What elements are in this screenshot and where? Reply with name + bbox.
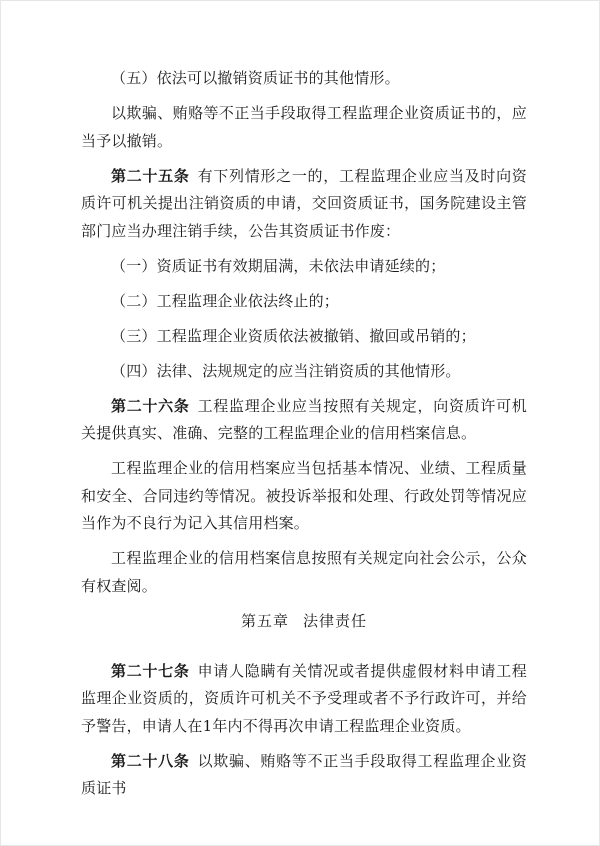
- article-paragraph: [81, 393, 527, 448]
- article-paragraph: [81, 748, 527, 803]
- body-paragraph: （二）工程监理企业依法终止的；: [111, 291, 340, 310]
- article-text: 以欺骗、贿赂等不正当手段取得工程监理企业资质证书: [81, 751, 527, 797]
- article-number: 第二十八条: [111, 751, 190, 770]
- body-paragraph: 工程监理企业的信用档案应当包括基本情况、业绩、工程质量和安全、合同违约等情况。被投诉举报和处理、行政处罚等情况应当作为不良行为记入其信用档案。: [81, 459, 527, 532]
- body-paragraph: （五）依法可以撤销资质证书的其他情形。: [111, 69, 400, 87]
- article-number: 第二十七条: [111, 661, 190, 680]
- article-paragraph: [81, 658, 527, 741]
- article-text: 工程监理企业应当按照有关规定，向资质许可机关提供真实、准确、完整的工程监理企业的信用档案信息。: [81, 396, 527, 442]
- article-text: 有下列情形之一的，工程监理企业应当及时向资质许可机关提出注销资质的申请，交回资质证书，国务院建设主管部门应当办理注销手续，公告其资质证书作废：: [81, 166, 527, 240]
- chapter-heading: [81, 608, 527, 636]
- document-body: [81, 65, 527, 810]
- body-paragraph: （三）工程监理企业资质依法被撤销、撤回或吊销的；: [111, 326, 476, 345]
- body-paragraph: （四）法律、法规规定的应当注销资质的其他情形。: [111, 361, 461, 380]
- chapter-title: 法律责任: [303, 612, 368, 630]
- body-paragraph: （一）资质证书有效期届满，未依法申请延续的；: [111, 256, 446, 275]
- body-paragraph: 以欺骗、贿赂等不正当手段取得工程监理企业资质证书的，应当予以撤销。: [81, 104, 527, 150]
- article-number: 第二十六条: [111, 396, 190, 415]
- article-paragraph: [81, 163, 527, 246]
- body-paragraph: 工程监理企业的信用档案信息按照有关规定向社会公示，公众有权查阅。: [81, 549, 527, 595]
- article-text: 申请人隐瞒有关情况或者提供虚假材料申请工程监理企业资质的，资质许可机关不予受理或者不予行政许可，并给予警告，申请人在1年内不得再次申请工程监理企业资质。: [81, 661, 527, 735]
- article-number: 第二十五条: [111, 166, 190, 185]
- chapter-number: 第五章: [240, 612, 289, 630]
